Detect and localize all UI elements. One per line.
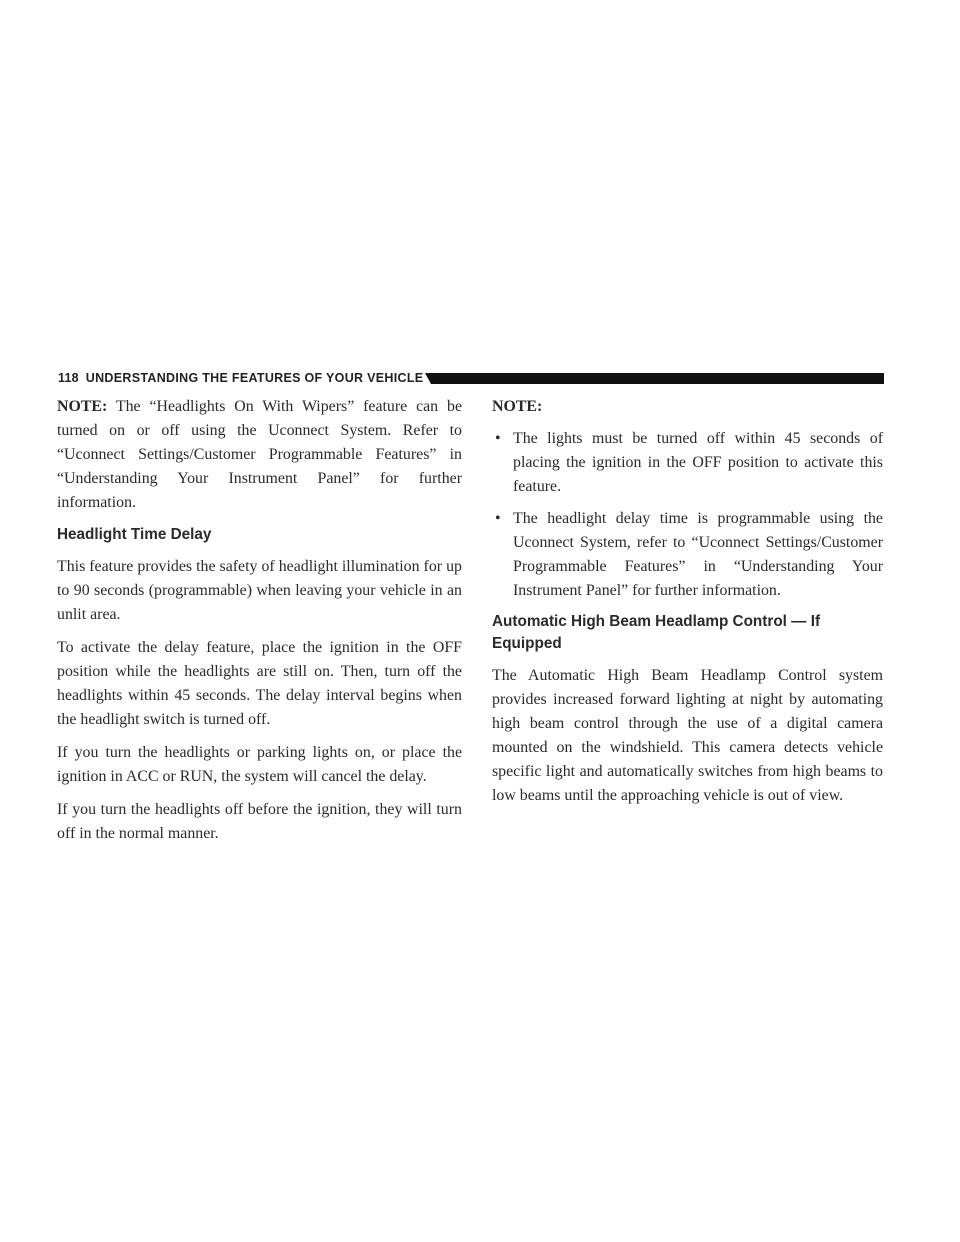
note-paragraph [57, 395, 462, 515]
left-column [57, 395, 462, 855]
bullet-text: The lights must be turned off within 45 seconds of placing the ignition in the OFF position to activate this feature. [513, 430, 883, 495]
section-heading: Automatic High Beam Headlamp Control — If Equipped [492, 613, 821, 652]
bullet-icon: • [495, 510, 501, 527]
body-paragraph: If you turn the headlights off before the ignition, they will turn off in the normal manner. [57, 801, 462, 842]
list-item [492, 427, 883, 499]
note-text: The “Headlights On With Wipers” feature can be turned on or off using the Uconnect System. Refer to “Uconnect Settings/Customer Programmable Features” in “Understanding Your Instrument Panel” for further information. [57, 398, 462, 511]
page-header [58, 370, 884, 386]
note-label: NOTE: [57, 398, 108, 415]
page-number: 118 [58, 371, 79, 385]
note-heading: NOTE: [492, 398, 543, 415]
bullet-icon: • [495, 430, 501, 447]
list-item [492, 507, 883, 603]
body-paragraph: This feature provides the safety of headlight illumination for up to 90 seconds (programmable) when leaving your vehicle in an unlit area. [57, 558, 462, 623]
header-rule [431, 373, 884, 384]
body-paragraph: To activate the delay feature, place the ignition in the OFF position while the headlights are still on. Then, turn off the headlights within 45 seconds. The delay interval begins when the headlight switch is turned off. [57, 639, 462, 728]
note-bullet-list [492, 427, 883, 603]
bullet-text: The headlight delay time is programmable using the Uconnect System, refer to “Uconnect Settings/Customer Programmable Features” in “Understanding Your Instrument Panel” for further information. [513, 510, 883, 599]
section-title: UNDERSTANDING THE FEATURES OF YOUR VEHICLE [85, 371, 424, 385]
body-paragraph: The Automatic High Beam Headlamp Control system provides increased forward lighting at night by automating high beam control through the use of a digital camera mounted on the windshield. This camera detects vehicle specific light and automatically switches from high beams to low beams until the approaching vehicle is out of view. [492, 667, 883, 804]
section-heading: Headlight Time Delay [57, 526, 212, 543]
right-column [492, 395, 883, 817]
body-paragraph: If you turn the headlights or parking lights on, or place the ignition in ACC or RUN, the system will cancel the delay. [57, 744, 462, 785]
